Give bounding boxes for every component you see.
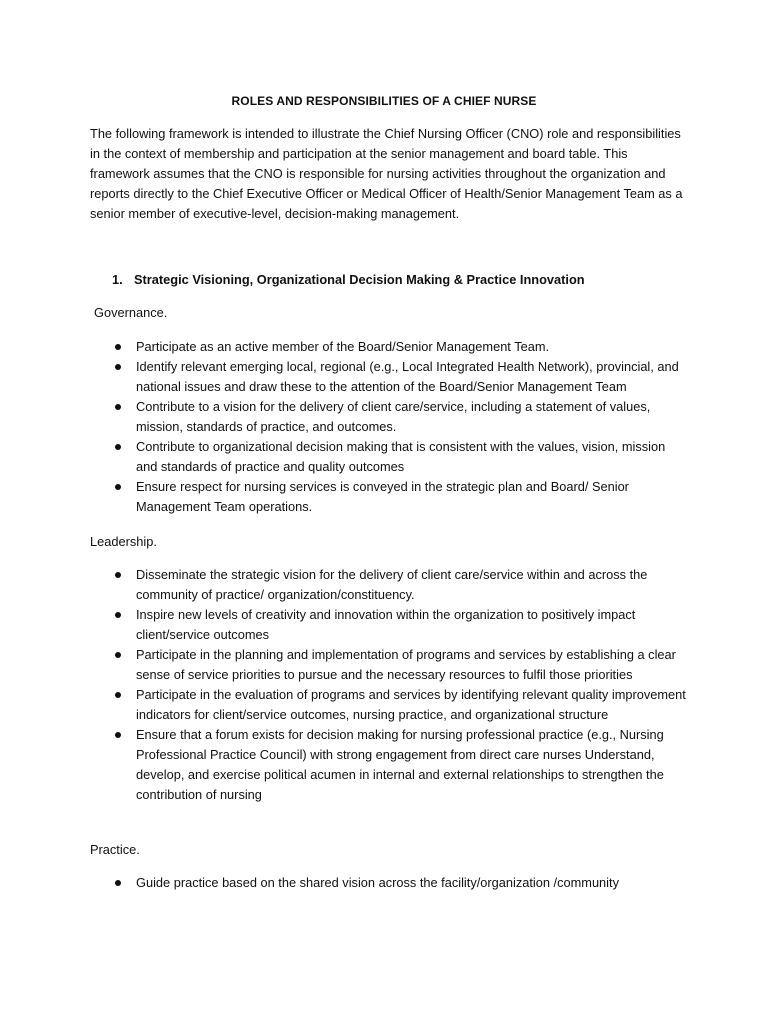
bullet-icon bbox=[115, 612, 121, 618]
list-item: Inspire new levels of creativity and innovation within the organization to positively impact client/service outcomes bbox=[112, 605, 686, 645]
governance-list bbox=[112, 337, 686, 517]
governance-label: Governance. bbox=[94, 305, 168, 320]
intro-paragraph: The following framework is intended to illustrate the Chief Nursing Officer (CNO) role and responsibilities in the context of membership and participation at the senior management and board table. This framework assumes that the CNO is responsible for nursing activities throughout the organization and reports directly to the Chief Executive Officer or Medical Officer of Health/Senior Management Team as a senior member of executive-level, decision-making management. bbox=[90, 126, 683, 221]
list-item: Contribute to organizational decision making that is consistent with the values, vision, mission and standards of practice and quality outcomes bbox=[112, 437, 686, 477]
leadership-label: Leadership. bbox=[90, 534, 157, 549]
list-item: Participate as an active member of the Board/Senior Management Team. bbox=[112, 337, 686, 357]
bullet-icon bbox=[115, 404, 121, 410]
list-item: Ensure respect for nursing services is conveyed in the strategic plan and Board/ Senior Management Team operations. bbox=[112, 477, 686, 517]
leadership-list bbox=[112, 565, 686, 805]
practice-list bbox=[112, 873, 686, 893]
list-item: Participate in the evaluation of programs and services by identifying relevant quality improvement indicators for client/service outcomes, nursing practice, and organizational structure bbox=[112, 685, 686, 725]
list-item: Identify relevant emerging local, regional (e.g., Local Integrated Health Network), provincial, and national issues and draw these to the attention of the Board/Senior Management Team bbox=[112, 357, 686, 397]
bullet-icon bbox=[115, 364, 121, 370]
bullet-icon bbox=[115, 572, 121, 578]
bullet-icon bbox=[115, 880, 121, 886]
list-item: Participate in the planning and implementation of programs and services by establishing a clear sense of service priorities to pursue and the necessary resources to fulfil those priorities bbox=[112, 645, 686, 685]
bullet-icon bbox=[115, 444, 121, 450]
section-title: Strategic Visioning, Organizational Decision Making & Practice Innovation bbox=[134, 272, 585, 287]
bullet-icon bbox=[115, 732, 121, 738]
bullet-icon bbox=[115, 344, 121, 350]
section-number: 1. bbox=[112, 272, 123, 287]
list-item: Contribute to a vision for the delivery of client care/service, including a statement of values, mission, standards of practice, and outcomes. bbox=[112, 397, 686, 437]
bullet-icon bbox=[115, 652, 121, 658]
bullet-icon bbox=[115, 692, 121, 698]
section-1-heading bbox=[112, 270, 712, 290]
list-item: Disseminate the strategic vision for the delivery of client care/service within and across the community of practice/ organization/constituency. bbox=[112, 565, 686, 605]
practice-label: Practice. bbox=[90, 842, 140, 857]
bullet-icon bbox=[115, 484, 121, 490]
list-item: Ensure that a forum exists for decision making for nursing professional practice (e.g., Nursing Professional Practice Council) with strong engagement from direct care nurses Understand, develop, and exercise political acumen in internal and external relationships to strengthen the contribution of nursing bbox=[112, 725, 686, 805]
document-title: ROLES AND RESPONSIBILITIES OF A CHIEF NURSE bbox=[231, 94, 537, 108]
list-item: Guide practice based on the shared vision across the facility/organization /community bbox=[112, 873, 686, 893]
